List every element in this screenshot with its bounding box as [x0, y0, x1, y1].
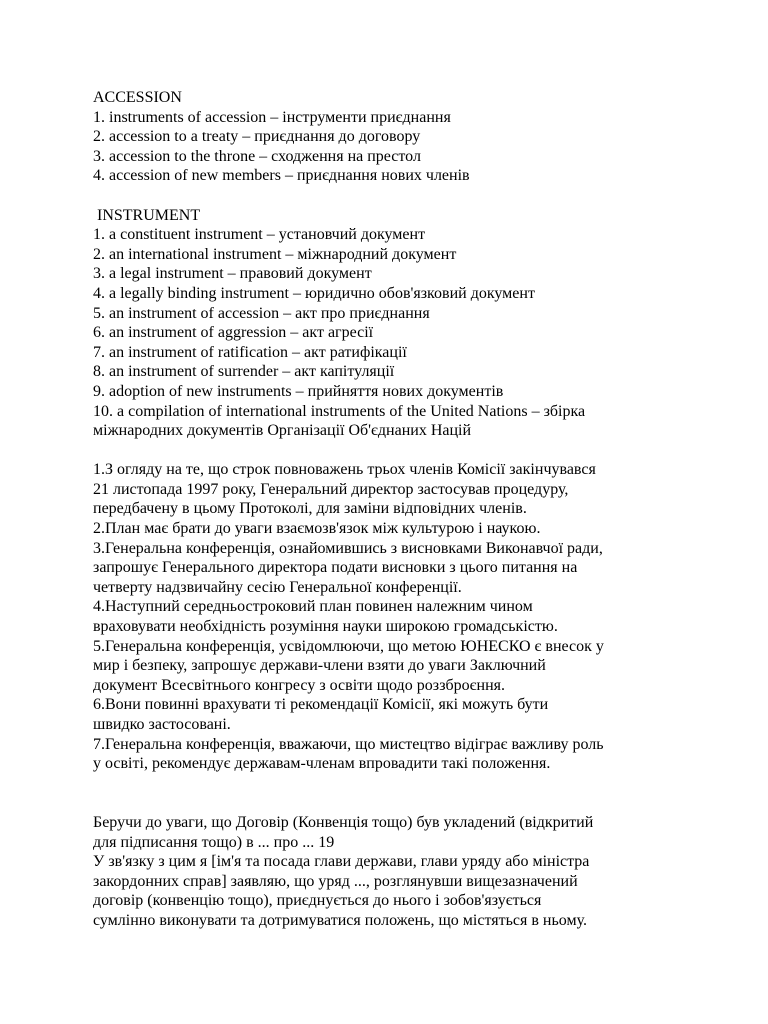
- accession-item: 4. accession of new members – приєднання нових членів: [93, 167, 470, 185]
- instrument-section: [93, 206, 683, 441]
- declaration-section: [93, 813, 683, 931]
- instrument-item: 7. an instrument of ratification – акт ратифікації: [93, 343, 407, 361]
- instrument-item: 8. an instrument of surrender – акт капітуляції: [93, 363, 395, 381]
- sentence-line: 5.Генеральна конференція, усвідомлюючи, що метою ЮНЕСКО є внесок у: [93, 637, 604, 655]
- accession-item: 1. instruments of accession – інструменти приєднання: [93, 108, 451, 126]
- declaration-line: для підписання тощо) в ... про ... 19: [93, 833, 335, 851]
- sentence-line: мир і безпеку, запрошує держави-члени взяти до уваги Заключний: [93, 657, 546, 675]
- sentence-line: 7.Генеральна конференція, вважаючи, що мистецтво відіграє важливу роль: [93, 735, 604, 753]
- instrument-item: 2. an international instrument – міжнародний документ: [93, 245, 457, 263]
- sentence-line: 6.Вони повинні врахувати ті рекомендації Комісії, які можуть бути: [93, 696, 549, 714]
- sentence-line: 4.Наступний середньостроковий план повинен належним чином: [93, 598, 533, 616]
- sentence-line: швидко застосовані.: [93, 716, 231, 733]
- instrument-item: 1. a constituent instrument – установчий документ: [93, 226, 426, 244]
- declaration-line: закордонних справ] заявляю, що уряд ..., розглянувши вищезазначений: [93, 872, 578, 890]
- spacer: [93, 186, 683, 206]
- declaration-line: сумлінно виконувати та дотримуватися положень, що містяться в ньому.: [93, 911, 587, 929]
- sentence-line: 1.З огляду на те, що строк повноважень трьох членів Комісії закінчувався: [93, 461, 596, 479]
- sentence-line: передбачену в цьому Протоколі, для заміни відповідних членів.: [93, 500, 527, 518]
- sentence-line: 2.План має брати до уваги взаємозв'язок між культурою і наукою.: [93, 520, 541, 538]
- instrument-item: 9. adoption of new instruments – прийняття нових документів: [93, 382, 504, 400]
- instrument-item: 6. an instrument of aggression – акт агресії: [93, 324, 374, 342]
- declaration-line: У зв'язку з цим я [ім'я та посада глави держави, глави уряду або міністра: [93, 853, 590, 871]
- sentences-section: [93, 460, 683, 774]
- declaration-line: Беручи до уваги, що Договір (Конвенція тощо) був укладений (відкритий: [93, 813, 594, 831]
- sentence-line: четверту надзвичайну сесію Генеральної конференції.: [93, 578, 462, 596]
- instrument-item: 10. a compilation of international instruments of the United Nations – збірка: [93, 402, 586, 420]
- sentence-line: у освіті, рекомендує державам-членам впровадити такі положення.: [93, 755, 551, 773]
- sentence-line: враховувати необхідність розуміння науки широкою громадськістю.: [93, 618, 558, 636]
- sentence-line: 3.Генеральна конференція, ознайомившись з висновками Виконавчої ради,: [93, 539, 603, 557]
- accession-item: 3. accession to the throne – сходження на престол: [93, 147, 421, 165]
- instrument-heading: INSTRUMENT: [97, 206, 201, 224]
- spacer: [93, 441, 683, 461]
- instrument-item: 3. a legal instrument – правовий документ: [93, 265, 372, 283]
- instrument-item-continuation: міжнародних документів Організації Об'єднаних Націй: [93, 422, 472, 440]
- accession-section: [93, 88, 683, 186]
- instrument-item: 4. a legally binding instrument – юридично обов'язковий документ: [93, 284, 535, 302]
- instrument-item: 5. an instrument of accession – акт про приєднання: [93, 304, 430, 322]
- accession-heading: ACCESSION: [93, 89, 182, 106]
- spacer: [93, 774, 683, 813]
- accession-item: 2. accession to a treaty – приєднання до договору: [93, 128, 421, 146]
- sentence-line: 21 листопада 1997 року, Генеральний директор застосував процедуру,: [93, 480, 569, 498]
- sentence-line: документ Всесвітнього конгресу з освіти щодо роззброєння.: [93, 676, 506, 694]
- declaration-line: договір (конвенцію тощо), приєднується до нього і зобов'язується: [93, 892, 542, 910]
- document-page: [93, 88, 683, 931]
- sentence-line: запрошує Генерального директора подати висновки з цього питання на: [93, 559, 578, 577]
